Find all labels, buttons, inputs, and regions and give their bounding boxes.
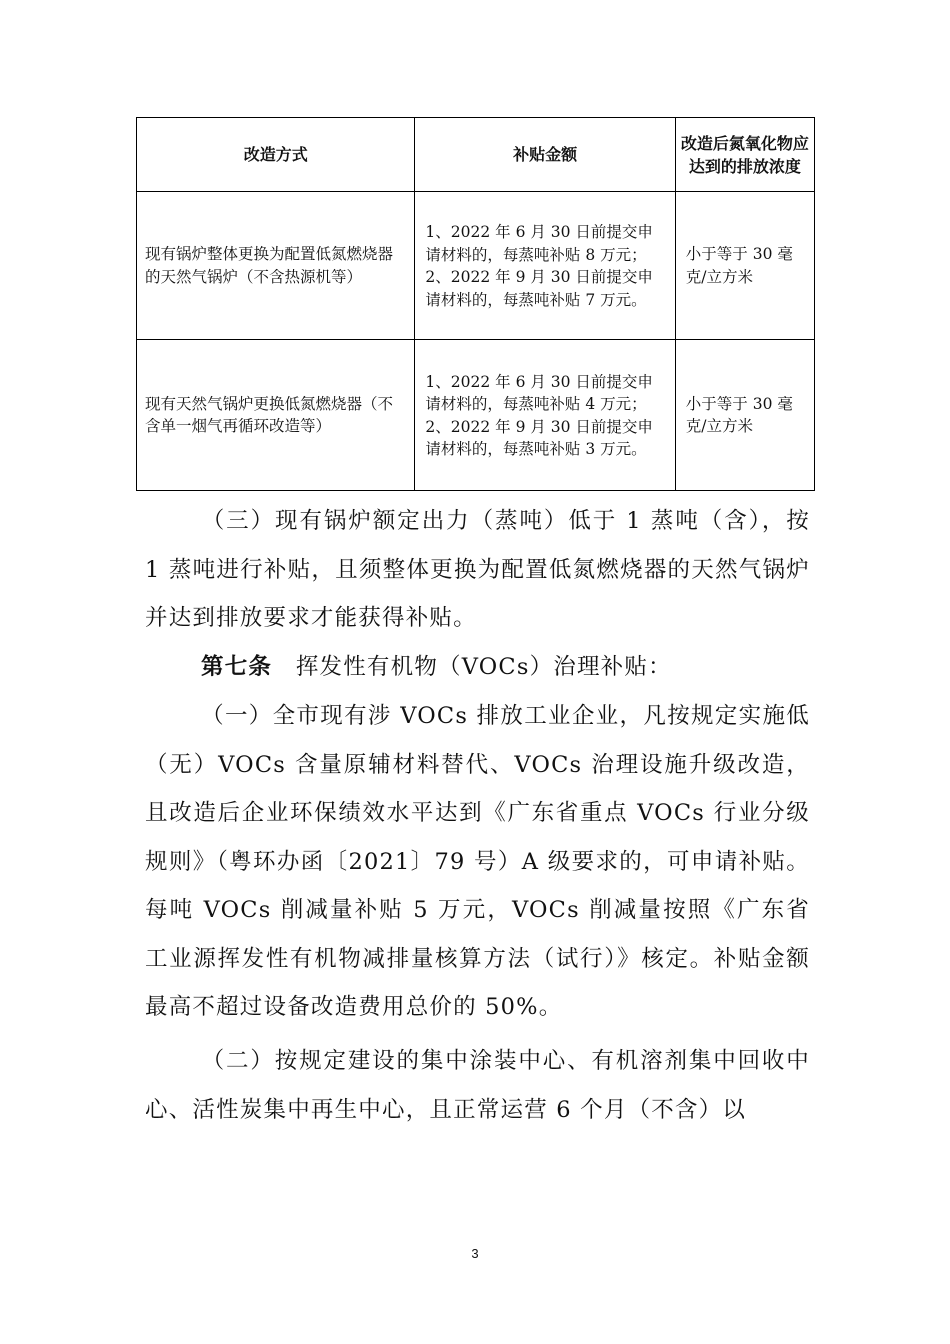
- cell-method: 现有锅炉整体更换为配置低氮燃烧器的天然气锅炉（不含热源机等）: [137, 192, 415, 340]
- article-number: 第七条: [201, 654, 273, 680]
- header-amount: 补贴金额: [415, 118, 675, 192]
- cell-emission: 小于等于 30 毫克/立方米: [675, 340, 814, 491]
- article-title: 挥发性有机物（VOCs）治理补贴：: [295, 654, 672, 680]
- paragraph-boiler-capacity: （三）现有锅炉额定出力（蒸吨）低于 1 蒸吨（含），按 1 蒸吨进行补贴，且须整体更换为配置低氮燃烧器的天然气锅炉并达到排放要求才能获得补贴。: [145, 508, 810, 631]
- paragraph-vocs-enterprise: （一）全市现有涉 VOCs 排放工业企业，凡按规定实施低（无）VOCs 含量原辅材料替代、VOCs 治理设施升级改造，且改造后企业环保绩效水平达到《广东省重点 VOCs 行业分级规则》（粤环办函〔2021〕79 号）A 级要求的，可申请补贴。每吨 VOCs 削减量补贴 5 万元，VOCs 削减量按照《广东省工业源挥发性有机物减排量核算方法（试行）》核定。补贴金额最高不超过设备改造费用总价的 50%。: [145, 703, 810, 1020]
- table-row: [137, 192, 815, 340]
- header-method: 改造方式: [137, 118, 415, 192]
- paragraph-vocs-centers: （二）按规定建设的集中涂装中心、有机溶剂集中回收中心、活性炭集中再生中心，且正常运营 6 个月（不含）以: [145, 1048, 810, 1123]
- amount-line: 1、2022 年 6 月 30 日前提交申请材料的，每蒸吨补贴 4 万元；: [425, 372, 653, 413]
- amount-line: 2、2022 年 9 月 30 日前提交申请材料的，每蒸吨补贴 3 万元。: [425, 417, 653, 458]
- cell-amount: [415, 192, 675, 340]
- header-emission: 改造后氮氧化物应达到的排放浓度: [675, 118, 814, 192]
- subsidy-table: [136, 117, 815, 491]
- table-row: [137, 340, 815, 491]
- amount-line: 2、2022 年 9 月 30 日前提交申请材料的，每蒸吨补贴 7 万元。: [425, 268, 653, 309]
- cell-emission: 小于等于 30 毫克/立方米: [675, 192, 814, 340]
- amount-line: 1、2022 年 6 月 30 日前提交申请材料的，每蒸吨补贴 8 万元；: [425, 223, 653, 264]
- page-number: 3: [471, 1246, 479, 1261]
- table-header-row: [137, 118, 815, 192]
- cell-method: 现有天然气锅炉更换低氮燃烧器（不含单一烟气再循环改造等）: [137, 340, 415, 491]
- cell-amount: [415, 340, 675, 491]
- article-seven-heading: [145, 643, 810, 692]
